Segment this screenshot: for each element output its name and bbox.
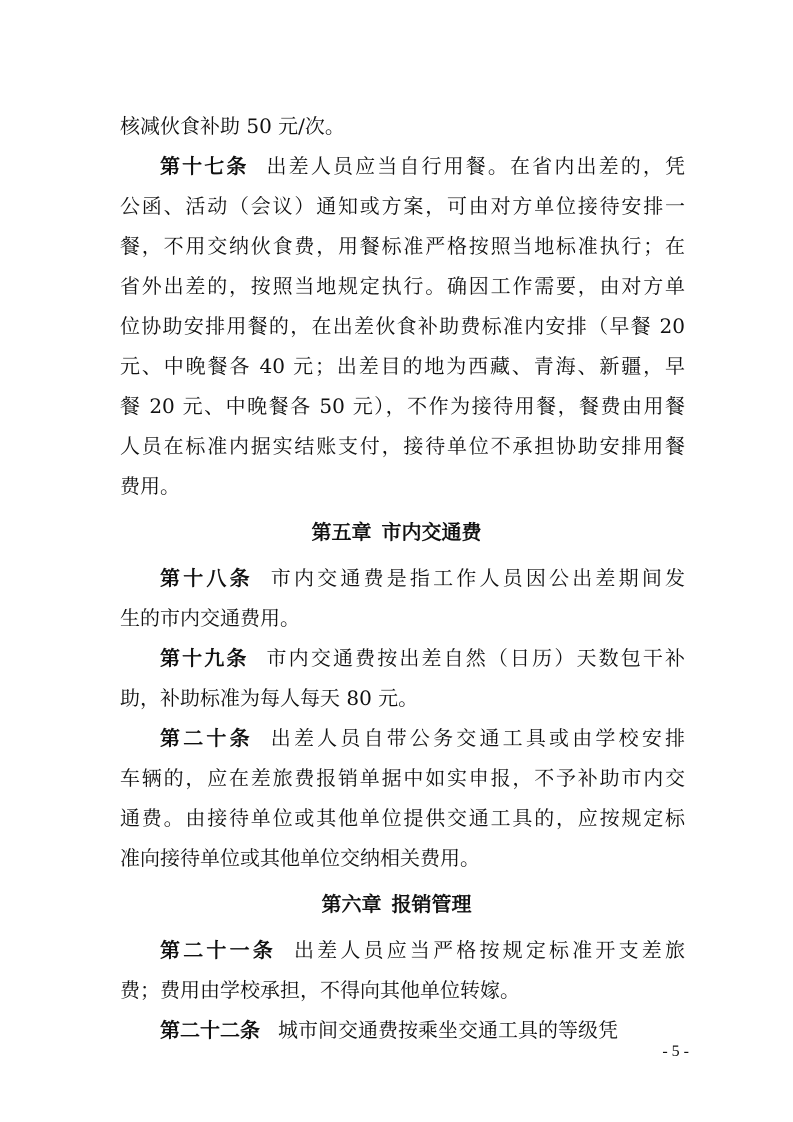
chapter-title: 市内交通费 [381,520,482,544]
chapter-number: 第五章 [311,520,372,544]
line-text: 通费。由接待单位或其他单位提供交通工具的，应按规定标 [120,806,685,830]
line-text: 费用。 [120,474,180,498]
paragraph-line [120,306,685,346]
article-number: 第十九条 [160,646,249,670]
line-text: 车辆的，应在差旅费报销单据中如实申报，不予补助市内交 [120,766,685,790]
line-text: 市内交通费按出差自然（日历）天数包干补 [266,646,685,670]
paragraph-line [120,798,685,838]
chapter-number: 第六章 [321,892,382,916]
chapter-title: 报销管理 [391,892,472,916]
line-text: 公函、活动（会议）通知或方案，可由对方单位接待安排一 [120,194,685,218]
article-number: 第十八条 [160,566,253,590]
article-first-line [160,930,685,970]
chapter-heading [0,512,793,552]
page-number: - 5 - [662,1043,689,1060]
article-first-line [160,1010,685,1050]
paragraph-line [120,678,685,718]
article-first-line [160,146,685,186]
paragraph-line [120,598,685,638]
paragraph-line [120,838,685,878]
line-text: 餐，不用交纳伙食费，用餐标准严格按照当地标准执行；在 [120,234,685,258]
line-text: 出差人员自带公务交通工具或由学校安排 [270,726,685,750]
chapter-heading [0,884,793,924]
line-text: 元、中晚餐各 40 元；出差目的地为西藏、青海、新疆，早 [120,354,685,378]
paragraph-line [120,106,685,146]
article-number: 第十七条 [160,154,249,178]
line-text: 位协助安排用餐的，在出差伙食补助费标准内安排（早餐 20 [120,314,685,338]
line-text: 人员在标准内据实结账支付，接待单位不承担协助安排用餐 [120,434,685,458]
article-first-line [160,558,685,598]
article-first-line [160,638,685,678]
article-number: 第二十一条 [160,938,276,962]
article-first-line [160,718,685,758]
line-text: 餐 20 元、中晚餐各 50 元），不作为接待用餐，餐费由用餐 [120,394,685,418]
article-number: 第二十条 [160,726,253,750]
line-text: 市内交通费是指工作人员因公出差期间发 [270,566,685,590]
line-text: 费；费用由学校承担，不得向其他单位转嫁。 [120,978,520,1002]
line-text: 生的市内交通费用。 [120,606,300,630]
paragraph-line [120,970,685,1010]
article-number: 第二十二条 [160,1018,260,1042]
line-text: 省外出差的，按照当地规定执行。确因工作需要，由对方单 [120,274,685,298]
line-text: 核减伙食补助 50 元/次。 [120,114,345,138]
paragraph-line [120,266,685,306]
line-text: 出差人员应当自行用餐。在省内出差的，凭 [266,154,685,178]
line-text: 城市间交通费按乘坐交通工具的等级凭 [278,1018,618,1042]
paragraph-line [120,426,685,466]
line-text: 出差人员应当严格按规定标准开支差旅 [293,938,685,962]
paragraph-line [120,186,685,226]
paragraph-line [120,346,685,386]
line-text: 准向接待单位或其他单位交纳相关费用。 [120,846,480,870]
paragraph-line [120,758,685,798]
paragraph-line [120,226,685,266]
line-text: 助，补助标准为每人每天 80 元。 [120,686,419,710]
paragraph-line [120,466,685,506]
paragraph-line [120,386,685,426]
